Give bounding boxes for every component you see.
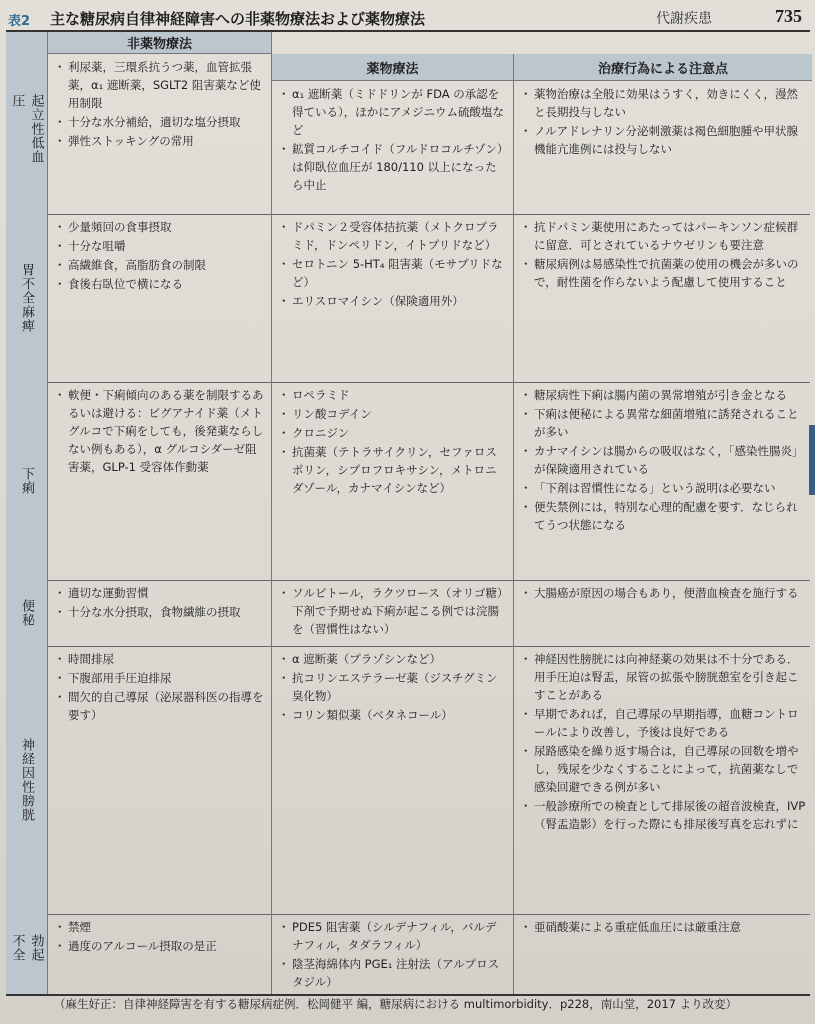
cell-non-drug [48, 382, 272, 580]
table-row-neurogenic-bladder [6, 646, 810, 915]
list-item: ・ 「下剤は習慣性になる」という説明は必要ない [522, 479, 806, 497]
list-item: ・ 過度のアルコール摂取の是正 [56, 937, 265, 955]
list-item: ・ 十分な水分補給，適切な塩分摂取 [56, 113, 265, 131]
list-item: ・ 高繊維食，高脂肪食の制限 [56, 256, 265, 274]
list-item: ・ 早期であれば，自己導尿の早期指導，血糖コントロールにより改善し，予後は良好である [522, 705, 806, 741]
row-category-cell [6, 914, 48, 994]
list-item: ・ 十分な咀嚼 [56, 237, 265, 255]
list-item: ・ ソルビトール，ラクツロース（オリゴ糖）下剤で予期せぬ下痢が起こる例では浣腸を（習慣性はない） [280, 584, 507, 638]
bullet-list [280, 218, 507, 310]
cell-drug [272, 382, 514, 580]
list-item: ・ ロペラミド [280, 386, 507, 404]
list-item: ・ 抗菌薬（テトラサイクリン，セファロスポリン，シプロフロキサシン，メトロニダゾール，カナマイシンなど） [280, 443, 507, 497]
bullet-list [280, 85, 507, 194]
list-item: ・ PDE5 阻害薬（シルデナフィル，バルデナフィル，タダラフィル） [280, 918, 507, 954]
bullet-list [522, 218, 806, 291]
list-item: ・ クロニジン [280, 424, 507, 442]
list-item: ・ 禁煙 [56, 918, 265, 936]
list-item: ・ 利尿薬，三環系抗うつ薬，血管拡張薬，α₁ 遮断薬，SGLT2 阻害薬など使用制限 [56, 58, 265, 112]
treatment-table [6, 30, 810, 996]
cell-caution [514, 382, 810, 580]
row-category-cell [6, 580, 48, 646]
bullet-list [280, 650, 507, 724]
list-item: ・ 尿路感染を繰り返す場合は，自己導尿の回数を増やし，残尿を少なくすることによって，抗菌薬なしで感染回避できる例が多い [522, 742, 806, 796]
cell-non-drug [48, 54, 272, 214]
cell-drug [272, 914, 514, 994]
list-item: ・ 抗コリンエステラーゼ薬（ジスチグミン臭化物） [280, 669, 507, 705]
bullet-list [522, 584, 806, 602]
list-item: ・ 時間排尿 [56, 650, 265, 668]
list-item: ・ コリン類似薬（ベタネコール） [280, 706, 507, 724]
row-category-label: 神経因性膀胱 [19, 738, 34, 822]
list-item: ・ α 遮断薬（プラゾシンなど） [280, 650, 507, 668]
list-item: ・ ノルアドレナリン分泌刺激薬は褐色細胞腫や甲状腺機能亢進例には投与しない [522, 122, 806, 158]
list-item: ・ リン酸コデイン [280, 405, 507, 423]
cell-drug [272, 580, 514, 646]
bullet-list [522, 85, 806, 158]
list-item: ・ セロトニン 5-HT₄ 阻害薬（モサプリドなど） [280, 255, 507, 291]
list-item: ・ 間欠的自己導尿（泌尿器科医の指導を要す） [56, 688, 265, 724]
list-item: ・ 陰茎海綿体内 PGE₁ 注射法（アルプロスタジル） [280, 955, 507, 991]
table-row-diarrhea [6, 382, 810, 581]
table-row-gastroparesis [6, 214, 810, 383]
list-item: ・ 軟便・下痢傾向のある薬を制限するあるいは避ける：ビグアナイド薬（メトグルコで下痢をしても，後発薬ならしない例もある），α グルコシダーゼ阻害薬，GLP-1 受容体作動薬 [56, 386, 265, 476]
list-item: ・ 便失禁例には，特別な心理的配慮を要す．なじられてうつ状態になる [522, 498, 806, 534]
list-item: ・ α₁ 遮断薬（ミドドリンが FDA の承認を得ている），ほかにアメジニウム硫酸塩など [280, 85, 507, 139]
cell-caution [514, 580, 810, 646]
row-category-label: 下痢 [19, 467, 34, 495]
cell-caution [514, 914, 810, 994]
cell-drug [272, 214, 514, 382]
row-category-cell [6, 54, 48, 214]
cell-drug [272, 54, 514, 214]
bullet-list [280, 584, 507, 638]
table-row-erectile-dysfunction [6, 914, 810, 994]
table-row-constipation [6, 580, 810, 647]
list-item: ・ 糖尿病性下痢は腸内菌の異常増殖が引き金となる [522, 386, 806, 404]
row-category-label: 胃不全麻痺 [19, 263, 34, 333]
source-caption: （麻生好正：自律神経障害を有する糖尿病症例．松岡健平 編，糖尿病における multimorbidity．p228，南山堂，2017 より改変） [54, 997, 738, 1011]
table-row-orthostatic-hypotension [6, 54, 810, 215]
row-category-cell [6, 646, 48, 914]
section-name: 代謝疾患 [656, 11, 712, 27]
header-non-drug: 非薬物療法 [48, 32, 272, 54]
list-item: ・ 抗ドパミン薬使用にあたってはパーキンソン症候群に留意．可とされているナウゼリンも要注意 [522, 218, 806, 254]
list-item: ・ 十分な水分摂取，食物繊維の摂取 [56, 603, 265, 621]
list-item: ・ 適切な運動習慣 [56, 584, 265, 602]
table-label: 表2 [8, 14, 31, 29]
list-item: ・ エリスロマイシン（保険適用外） [280, 292, 507, 310]
list-item: ・ 神経因性膀胱には向神経薬の効果は不十分である．用手圧迫は腎盂，尿管の拡張や膀胱憩室を引き起こすことがある [522, 650, 806, 704]
bullet-list [280, 918, 507, 991]
list-item: ・ 食後右臥位で横になる [56, 275, 265, 293]
cell-caution [514, 646, 810, 914]
list-item: ・ 一般診療所での検査として排尿後の超音波検査，IVP（腎盂造影）を行った際にも排尿後写真を忘れずに [522, 797, 806, 833]
page-number: 735 [775, 6, 802, 26]
bullet-list [56, 650, 265, 724]
list-item: ・ 薬物治療は全般に効果はうすく，効きにくく，漫然と長期投与しない [522, 85, 806, 121]
bullet-list [522, 650, 806, 833]
header-corner [6, 32, 48, 54]
cell-non-drug [48, 214, 272, 382]
row-category-cell [6, 214, 48, 382]
list-item: ・ 弾性ストッキングの常用 [56, 132, 265, 150]
bullet-list [56, 218, 265, 293]
cell-non-drug [48, 646, 272, 914]
cell-non-drug [48, 914, 272, 994]
cell-drug [272, 646, 514, 914]
header-spacer [272, 32, 810, 54]
row-category-label: 便秘 [19, 599, 34, 627]
table-header-top [6, 32, 810, 54]
row-category-label: 勃起不全 [9, 934, 44, 962]
bullet-list [56, 58, 265, 150]
cell-caution [514, 214, 810, 382]
list-item: ・ 下痢は便秘による異常な細菌増殖に誘発されることが多い [522, 405, 806, 441]
bullet-list [56, 386, 265, 476]
list-item: ・ 糖尿病例は易感染性で抗菌薬の使用の機会が多いので，耐性菌を作らないよう配慮して使用すること [522, 255, 806, 291]
cell-non-drug [48, 580, 272, 646]
row-category-cell [6, 382, 48, 580]
list-item: ・ 大腸癌が原因の場合もあり，便潜血検査を施行する [522, 584, 806, 602]
list-item: ・ ドパミン２受容体拮抗薬（メトクロプラミド，ドンペリドン，イトプリドなど） [280, 218, 507, 254]
cell-caution [514, 54, 810, 214]
header-drug: 薬物療法 [272, 54, 513, 81]
list-item: ・ カナマイシンは腸からの吸収はなく，「感染性腸炎」が保険適用されている [522, 442, 806, 478]
bullet-list [522, 386, 806, 534]
list-item: ・ 少量頻回の食事摂取 [56, 218, 265, 236]
list-item: ・ 鉱質コルチコイド（フルドロコルチゾン）は仰臥位血圧が 180/110 以上になったら中止 [280, 140, 507, 194]
bullet-list [56, 584, 265, 621]
row-category-label: 起立性低血圧 [9, 94, 44, 164]
list-item: ・ 亜硝酸薬による重症低血圧には厳重注意 [522, 918, 806, 936]
bullet-list [56, 918, 265, 955]
bullet-list [280, 386, 507, 497]
table-title: 主な糖尿病自律神経障害への非薬物療法および薬物療法 [50, 10, 426, 28]
list-item: ・ 下腹部用手圧迫排尿 [56, 669, 265, 687]
header-caution: 治療行為による注意点 [514, 54, 812, 81]
bullet-list [522, 918, 806, 936]
